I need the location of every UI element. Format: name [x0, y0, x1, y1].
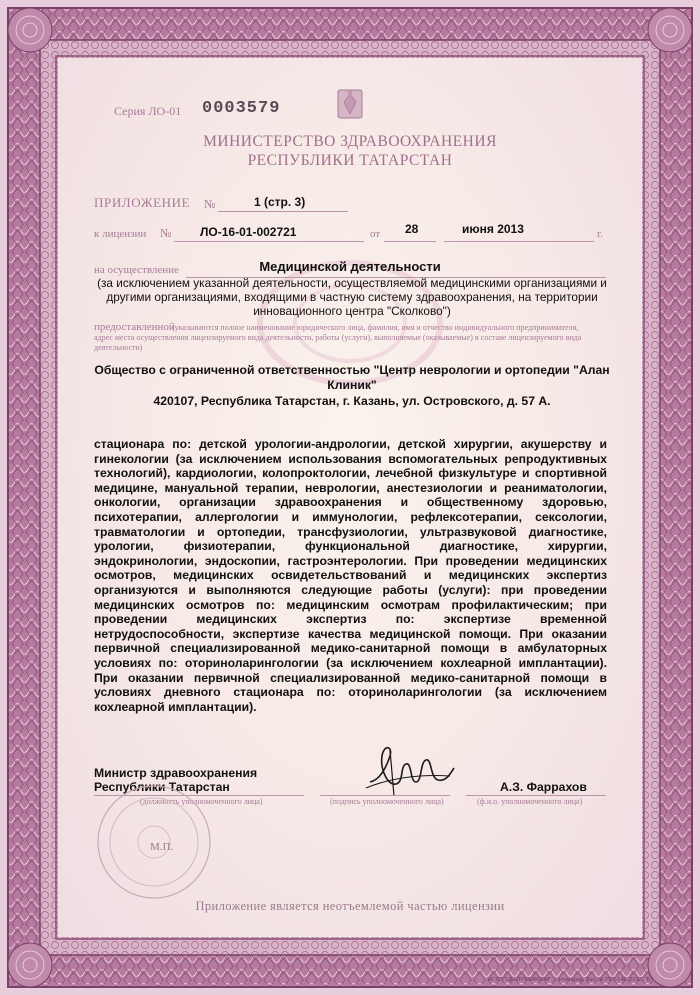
license-number: ЛО-16-01-002721	[200, 225, 297, 239]
provided-hint-line1: (указываются полное наименование юридического лица, фамилия, имя и отчество индивидуального предпринимателя,	[172, 323, 579, 332]
appendix-label: ПРИЛОЖЕНИЕ	[94, 195, 191, 210]
signer-name: А.З. Фаррахов	[500, 780, 587, 794]
signature-hint: (подпись уполномоченного лица)	[330, 797, 444, 806]
series-label: Серия ЛО-01	[114, 104, 182, 118]
printer-imprint: ФГУП "ЦЕНТРИНФОРМ", г. Новгород, Зак. № РЗТ-146, 2012, "Б"	[488, 977, 653, 983]
ministry-line1: МИНИСТЕРСТВО ЗДРАВООХРАНЕНИЯ	[203, 133, 497, 150]
coat-of-arms-icon	[328, 84, 372, 124]
services-text	[94, 437, 607, 714]
license-month-year: июня 2013	[462, 222, 524, 236]
license-from-label: от	[370, 228, 381, 240]
appendix-value: 1 (стр. 3)	[254, 195, 306, 209]
license-year-suffix: г.	[597, 228, 604, 240]
position-hint: (должность уполномоченного лица)	[140, 797, 263, 806]
provided-hint-line2: адрес места осуществления лицензируемого вида деятельности, работы (услуги), выполняемые (оказываемые) в составе лицензируемого вида	[94, 333, 582, 342]
organization-name: Общество с ограниченной ответственностью "Центр неврологии и ортопедии "Алан Клиник"	[94, 363, 610, 392]
license-label: к лицензии	[94, 228, 147, 240]
activity-title: Медицинской деятельности	[259, 259, 441, 274]
license-day: 28	[405, 222, 419, 236]
footer-note: Приложение является неотъемлемой частью лицензии	[195, 899, 505, 913]
series-number: 0003579	[202, 99, 281, 118]
stamp-place-label: М.П.	[150, 841, 174, 853]
activity-detail: (за исключением указанной деятельности, осуществляемой медицинскими организациями и другими организациями, входящими в частную систему здравоохранения, на территории инновационного центра "Сколково")	[97, 276, 607, 318]
handwritten-signature	[360, 738, 460, 800]
provided-hint-line3: деятельности)	[94, 343, 143, 352]
license-number-sign: №	[160, 226, 172, 240]
organization-address: 420107, Республика Татарстан, г. Казань, ул. Островского, д. 57 А.	[153, 394, 551, 408]
name-hint: (ф.и.о. уполномоченного лица)	[477, 797, 583, 806]
ministry-line2: РЕСПУБЛИКИ ТАТАРСТАН	[247, 152, 453, 169]
provided-label: предоставленной	[94, 321, 175, 333]
appendix-number-sign: №	[204, 197, 216, 211]
signer-position-line1: Министр здравоохранения	[94, 766, 258, 780]
signer-position-line2: Республики Татарстан	[94, 780, 230, 794]
activity-label: на осуществление	[94, 264, 179, 276]
services-paragraph: стационара по: детской урологии-андрологии, детской хирургии, акушерству и гинекологии (за исключением использования вспомогательных репродуктивных технологий), кардиологии, колопроктологии, лечебной физкультуре и спортивной медицине, мануальной терапии, неврологии, анестезиологии и реаниматологии, онкологии, организации здравоохранения и общественному здоровью, психотерапии, аллергологии и иммунологии, рефлексотерапии, сексологии, травматологии и ортопедии, трансфузиологии, ультразвуковой диагностике, урологии, физиотерапии, функциональной диагностике, хирургии, эндокринологии, эндоскопии, гастроэнтерологии. При проведении медицинских осмотров, медицинских освидетельствований и медицинских экспертиз организуются и выполняются следующие работы (услуги): при проведении медицинских осмотров по: медицинским осмотрам профилактическим; при проведении медицинских экспертиз по: экспертизе временной нетрудоспособности, экспертизе качества медицинской помощи. При оказании первичной специализированной медико-санитарной помощи в амбулаторных условиях по: оториноларингологии (за исключением кохлеарной имплантации). При оказании первичной специализированной медико-санитарной помощи в условиях дневного стационара по: оториноларингологии (за исключением кохлеарной имплантации).	[94, 437, 607, 714]
